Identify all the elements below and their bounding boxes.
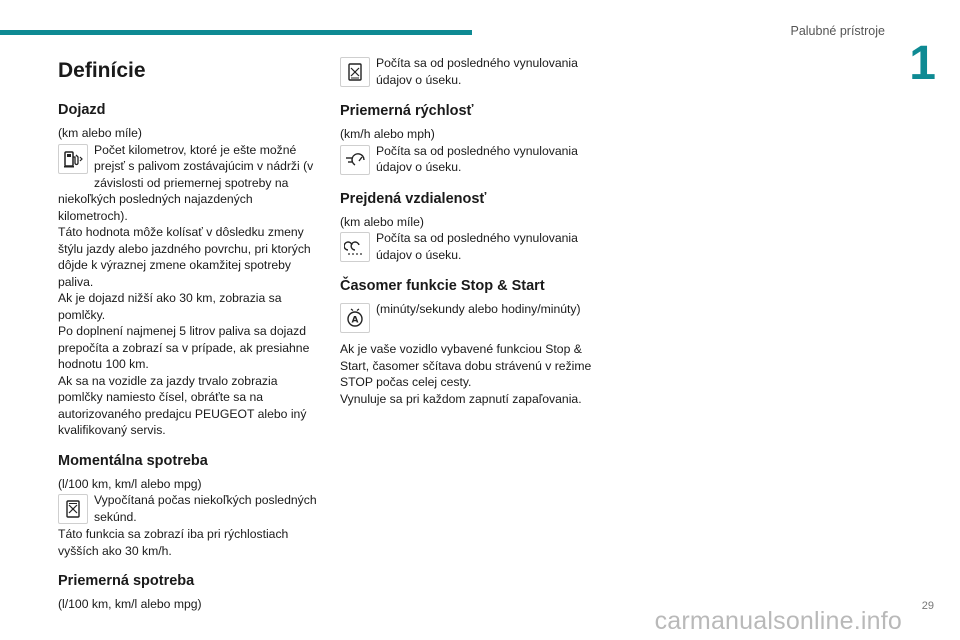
current-unit: (l/100 km, km/l alebo mpg) bbox=[58, 476, 202, 491]
current-description: Vypočítaná počas niekoľkých posledných sekúnd. bbox=[94, 493, 317, 524]
speed-description: Počíta sa od posledného vynulovania údajov o úseku. bbox=[376, 143, 578, 174]
speed-unit: (km/h alebo mph) bbox=[340, 127, 435, 141]
range-paragraph-1: Táto hodnota môže kolísať v dôsledku zmeny štýlu jazdy alebo jazdného povrchu, pri ktorých dôjde k výraznej zmene okamžitej spotreby paliva. bbox=[58, 225, 311, 289]
section-heading-speed: Priemerná rýchlosť bbox=[340, 103, 474, 119]
section-average-consumption bbox=[58, 572, 320, 613]
watermark-text: carmanualsonline.info bbox=[654, 607, 902, 635]
distance-description: Počíta sa od posledného vynulovania údajov o úseku. bbox=[376, 231, 578, 262]
section-range bbox=[58, 101, 320, 439]
current-paragraph-1: Táto funkcia sa zobrazí iba pri rýchlostiach vyšších ako 30 km/h. bbox=[58, 527, 289, 558]
average-description: Počíta sa od posledného vynulovania údajov o úseku. bbox=[376, 56, 578, 87]
section-heading-average: Priemerná spotreba bbox=[58, 573, 195, 589]
average-unit: (l/100 km, km/l alebo mpg) bbox=[58, 597, 202, 611]
range-paragraph-3: Po doplnení najmenej 5 litrov paliva sa dojazd prepočíta a zobrazí sa v prípade, ak presiahne hodnotu 100 km. bbox=[58, 324, 310, 371]
average-icon-description bbox=[340, 55, 602, 89]
range-unit: (km alebo míle) bbox=[58, 126, 142, 140]
current-icon-description bbox=[58, 492, 320, 526]
section-heading-range: Dojazd bbox=[58, 102, 106, 118]
range-paragraph-4: Ak sa na vozidle za jazdy trvalo zobrazia pomlčky namiesto čísel, obráťte sa na autorizovaného predajcu PEUGEOT alebo iný kvalifikovaný servis. bbox=[58, 373, 307, 437]
section-stop-start bbox=[340, 277, 602, 407]
section-heading-stop-start: Časomer funkcie Stop & Start bbox=[340, 278, 545, 294]
distance-icon-description bbox=[340, 230, 602, 264]
page-number: 29 bbox=[921, 600, 934, 612]
chapter-title: Palubné prístroje bbox=[790, 24, 885, 38]
instant-consumption-icon bbox=[58, 494, 88, 524]
right-column bbox=[340, 55, 602, 420]
average-speed-icon bbox=[340, 145, 370, 175]
section-heading-distance: Prejdená vzdialenosť bbox=[340, 190, 487, 207]
stop-start-paragraph-2: Vynuluje sa pri každom zapnutí zapaľovania. bbox=[340, 391, 582, 406]
section-distance bbox=[340, 190, 602, 265]
stop-start-paragraph-1: Ak je vaše vozidlo vybavené funkciou Stop & Start, časomer sčítava dobu strávenú v režime STOP počas celej cesty. bbox=[340, 342, 592, 389]
section-current-consumption bbox=[58, 452, 320, 560]
header-accent-bar bbox=[0, 30, 472, 35]
distance-icon bbox=[340, 232, 370, 262]
speed-icon-description bbox=[340, 143, 602, 177]
distance-unit: (km alebo míle) bbox=[340, 214, 424, 229]
fuel-range-icon bbox=[58, 144, 88, 174]
left-column bbox=[58, 55, 320, 626]
range-paragraph-2: Ak je dojazd nižší ako 30 km, zobrazia sa pomlčky. bbox=[58, 291, 282, 322]
section-heading-current: Momentálna spotreba bbox=[58, 452, 208, 469]
page-title: Definície bbox=[58, 59, 146, 82]
stop-start-icon-description bbox=[340, 301, 602, 335]
range-description: Počet kilometrov, ktoré je ešte možné prejsť s palivom zostávajúcim v nádrži (v závislosti od priemernej spotreby na niekoľkých posledných najazdených kilometroch). bbox=[58, 142, 314, 223]
average-consumption-continued bbox=[340, 55, 602, 89]
stop-start-icon bbox=[340, 303, 370, 333]
chapter-number: 1 bbox=[909, 37, 936, 90]
range-icon-description bbox=[58, 142, 320, 225]
section-average-speed bbox=[340, 102, 602, 177]
svg-text:A: A bbox=[351, 315, 359, 326]
average-consumption-icon bbox=[340, 57, 370, 87]
stop-start-unit: (minúty/sekundy alebo hodiny/minúty) bbox=[376, 302, 581, 316]
